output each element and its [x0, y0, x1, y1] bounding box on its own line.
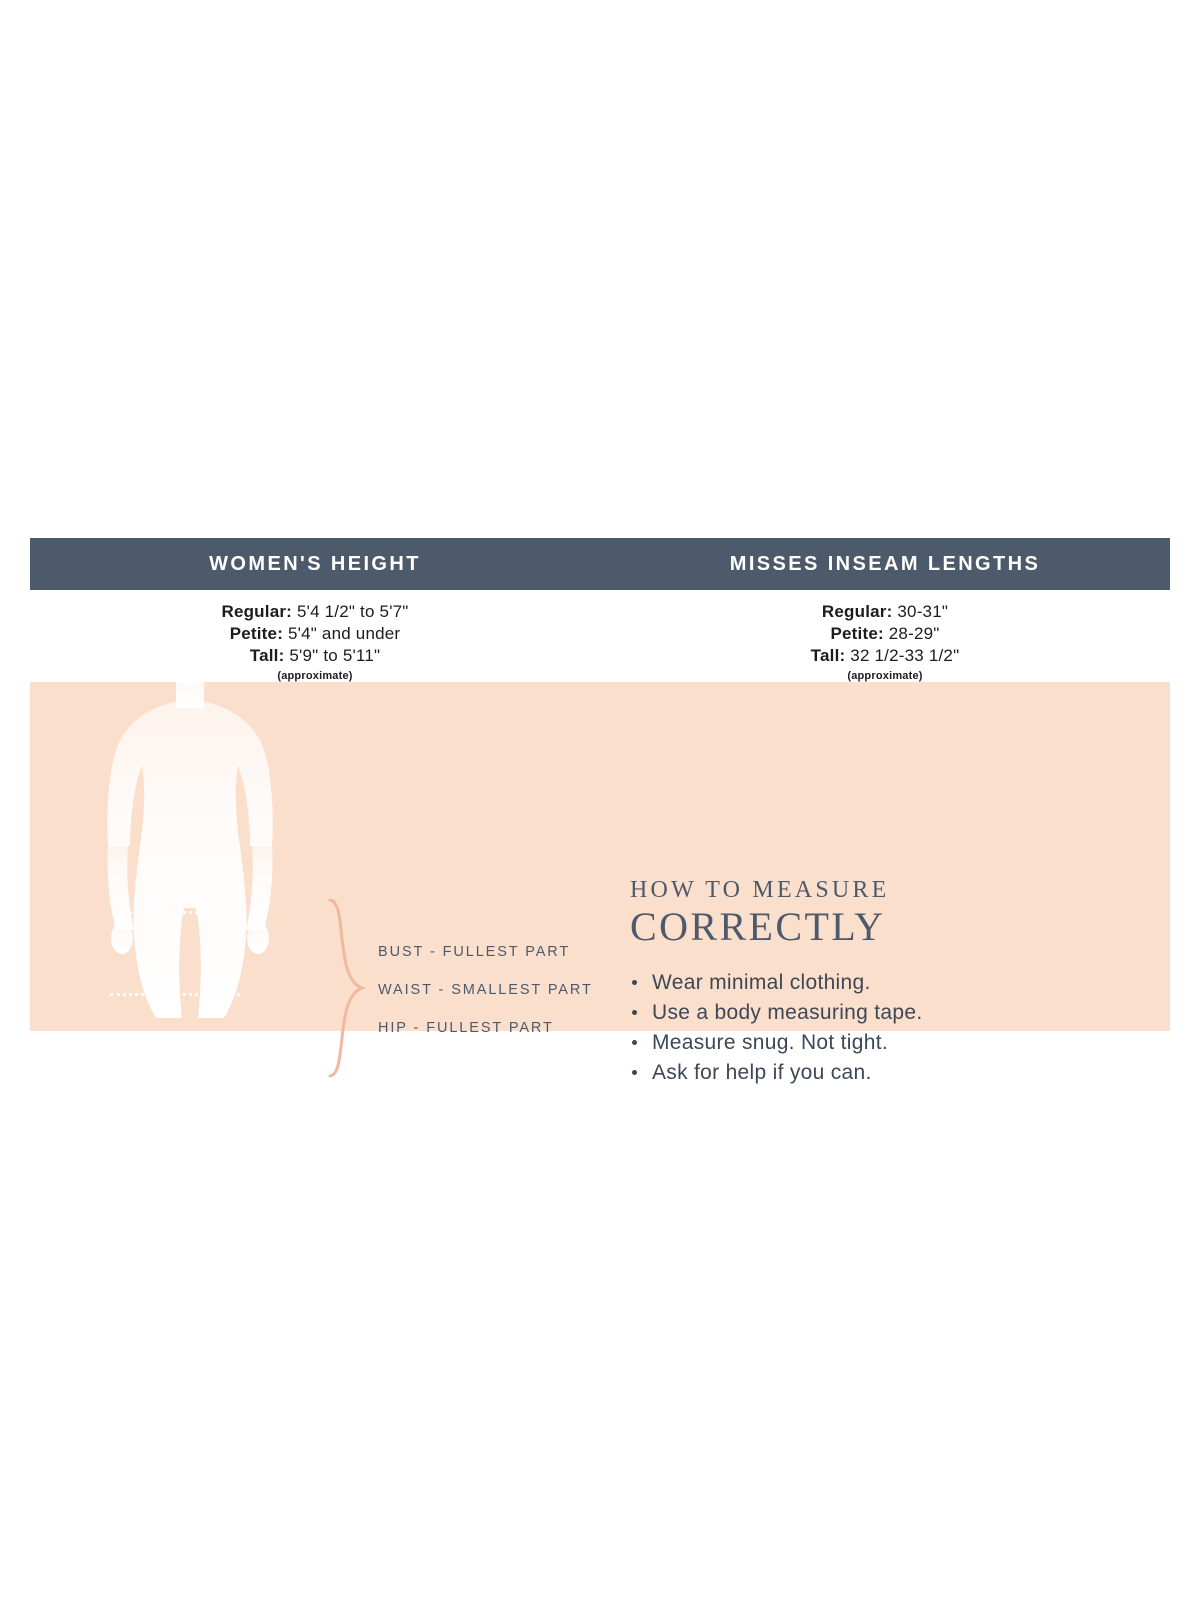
inseam-petite-label: Petite: [830, 624, 884, 643]
waist-dotted-line-icon [110, 993, 240, 996]
list-item [630, 968, 1150, 998]
measurement-label-bust: BUST - FULLEST PART [378, 944, 571, 960]
inseam-regular-label: Regular: [821, 602, 893, 621]
measurement-label-hip: HIP - FULLEST PART [378, 1020, 554, 1036]
height-petite-value: 5'4" and under [288, 624, 401, 643]
bullet-icon [632, 1010, 637, 1015]
tip-text: Wear minimal clothing. [652, 971, 871, 994]
height-approximate-note: (approximate) [277, 670, 353, 682]
inseam-regular-value: 30-31" [897, 602, 949, 621]
curly-brace-icon [326, 898, 366, 1078]
height-tall-value: 5'9" to 5'11" [289, 646, 381, 665]
measure-panel [30, 682, 1170, 1084]
womens-height-title: WOMEN'S HEIGHT [209, 552, 421, 575]
bullet-icon [632, 980, 637, 985]
inseam-tall-value: 32 1/2-33 1/2" [850, 646, 960, 665]
list-item [630, 1058, 1150, 1088]
tip-text: Measure snug. Not tight. [652, 1031, 888, 1054]
tip-text: Ask for help if you can. [652, 1061, 872, 1084]
height-tall-label: Tall: [249, 646, 285, 665]
bullet-icon [632, 1040, 637, 1045]
inseam-petite-value: 28-29" [888, 624, 940, 643]
hip-dotted-line-icon [104, 1072, 249, 1075]
bullet-icon [632, 1070, 637, 1075]
list-item [630, 1028, 1150, 1058]
inseam-regular-row [600, 601, 1170, 623]
inseam-tall-row [600, 645, 1170, 667]
header-cell-misses-inseam [600, 538, 1170, 590]
measurement-label-waist: WAIST - SMALLEST PART [378, 982, 593, 998]
how-to-measure-kicker: HOW TO MEASURE [630, 877, 890, 903]
inseam-spec-cell [600, 590, 1170, 682]
height-regular-label: Regular: [221, 602, 293, 621]
size-guide-infographic [30, 538, 1170, 1084]
inseam-petite-row [600, 623, 1170, 645]
inseam-approximate-note: (approximate) [847, 670, 923, 682]
list-item [630, 998, 1150, 1028]
height-petite-label: Petite: [229, 624, 284, 643]
tip-text: Use a body measuring tape. [652, 1001, 923, 1024]
how-to-measure-title: CORRECTLY [630, 904, 886, 949]
inseam-tall-label: Tall: [810, 646, 846, 665]
female-body-silhouette-icon [60, 578, 320, 1048]
how-to-measure-block [630, 877, 1150, 1088]
measurement-label-list [378, 944, 638, 1058]
how-to-measure-tips [630, 968, 1150, 1088]
height-regular-value: 5'4 1/2" to 5'7" [296, 602, 409, 621]
misses-inseam-title: MISSES INSEAM LENGTHS [729, 552, 1041, 575]
bust-dotted-line-icon [116, 911, 236, 914]
